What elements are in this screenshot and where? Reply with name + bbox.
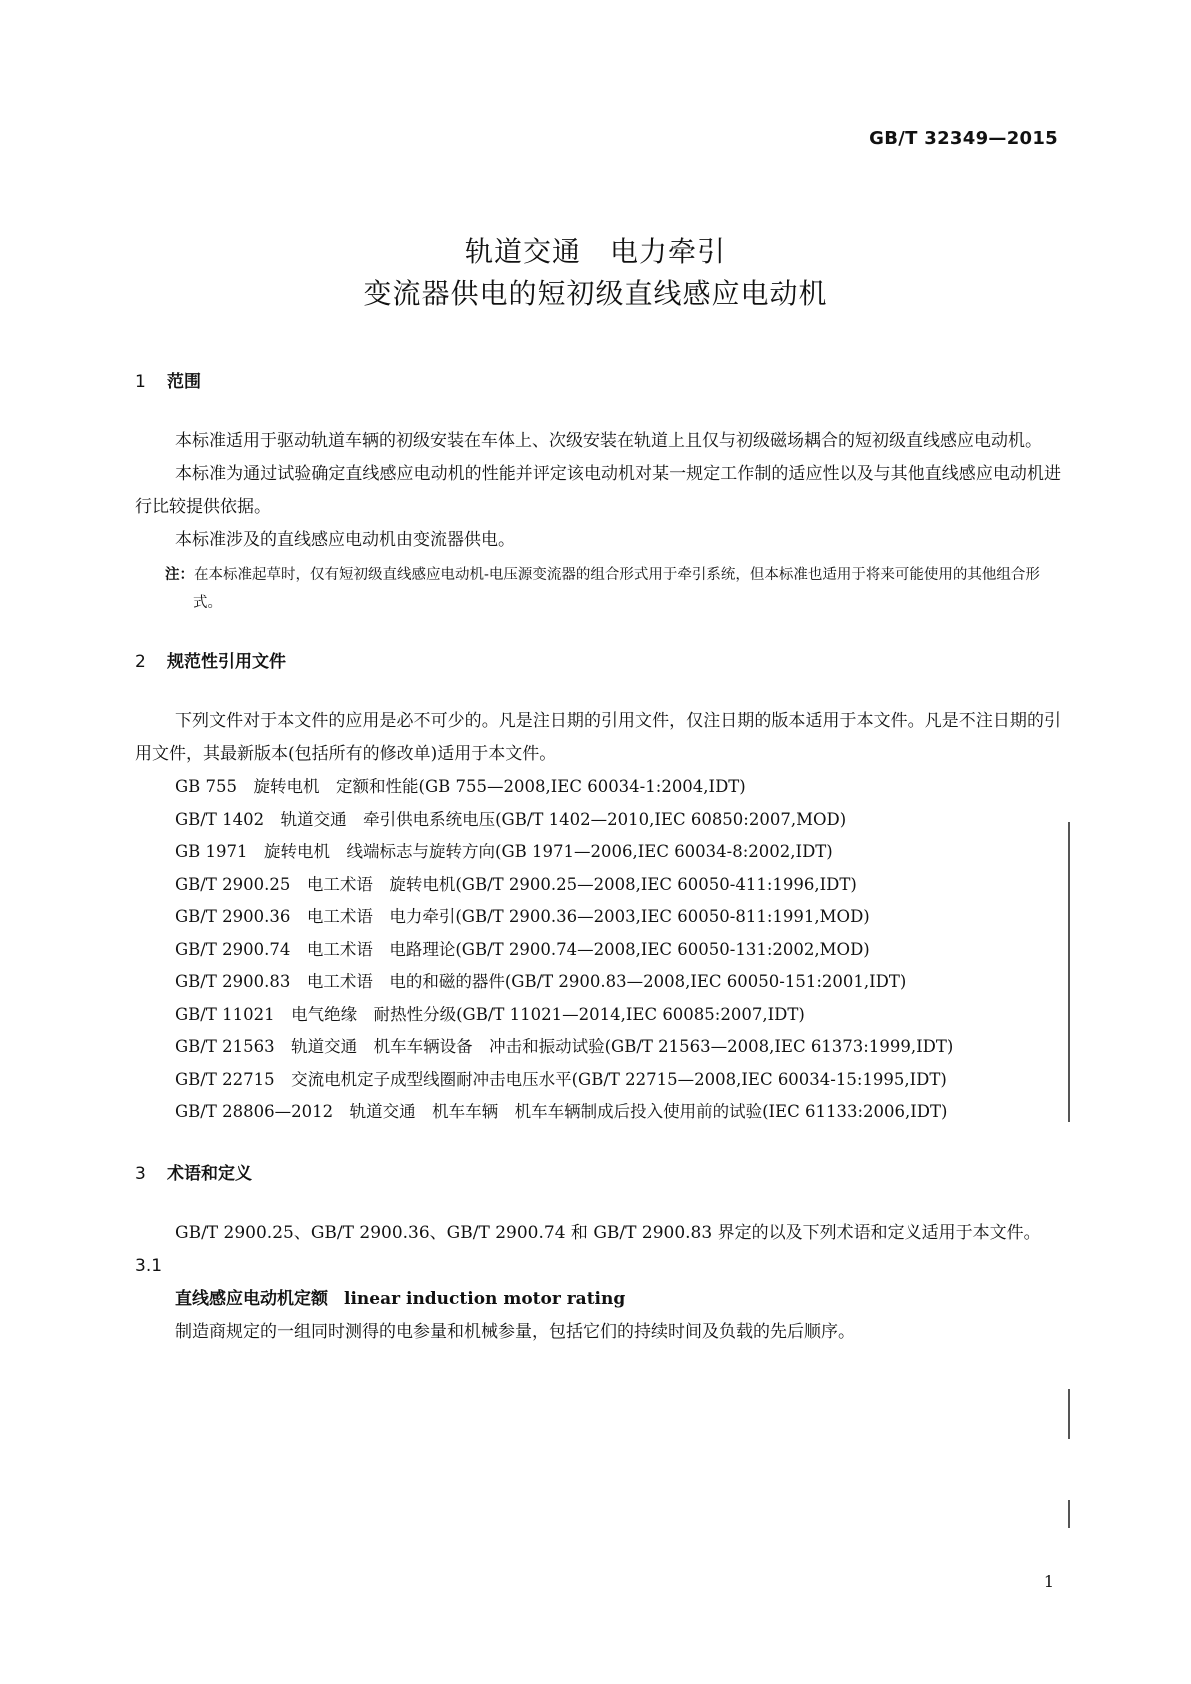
scope-note: [165, 561, 1061, 617]
reference-item: GB/T 2900.36 电工术语 电力牵引(GB/T 2900.36—2003,IEC 60050-811:1991,MOD): [175, 907, 870, 926]
reference-item: GB/T 1402 轨道交通 牵引供电系统电压(GB/T 1402—2010,IEC 60850:2007,MOD): [175, 809, 847, 829]
scope-paragraph-2: 本标准为通过试验确定直线感应电动机的性能并评定该电动机对某一规定工作制的适应性以及与其他直线感应电动机进行比较提供依据。: [135, 464, 1061, 517]
document-body: [135, 367, 1061, 1349]
reference-item: GB/T 21563 轨道交通 机车车辆设备 冲击和振动试验(GB/T 21563—2008,IEC 61373:1999,IDT): [175, 1037, 954, 1056]
reference-item: GB/T 2900.74 电工术语 电路理论(GB/T 2900.74—2008,IEC 60050-131:2002,MOD): [175, 939, 870, 959]
section-heading-terms: [135, 1159, 1061, 1189]
reference-item: GB/T 2900.25 电工术语 旋转电机(GB/T 2900.25—2008,IEC 60050-411:1996,IDT): [175, 874, 857, 894]
terms-intro: GB/T 2900.25、GB/T 2900.36、GB/T 2900.74 和 GB/T 2900.83 界定的以及下列术语和定义适用于本文件。: [175, 1222, 1041, 1243]
standard-number: GB/T 32349—2015: [869, 128, 1058, 149]
section-title: 术语和定义: [167, 1163, 252, 1184]
reference-item: GB 1971 旋转电机 线端标志与旋转方向(GB 1971—2006,IEC 60034-8:2002,IDT): [175, 842, 833, 861]
term-english: linear induction motor rating: [344, 1288, 626, 1309]
document-title-line-1: 轨道交通 电力牵引: [464, 235, 726, 268]
note-text: 在本标准起草时，仅有短初级直线感应电动机-电压源变流器的组合形式用于牵引系统，但本标准也适用于将来可能使用的其他组合形式。: [193, 567, 1040, 611]
reference-item: GB/T 2900.83 电工术语 电的和磁的器件(GB/T 2900.83—2008,IEC 60050-151:2001,IDT): [175, 972, 907, 991]
section-heading-scope: [135, 367, 1061, 397]
reference-item: GB 755 旋转电机 定额和性能(GB 755—2008,IEC 60034-1:2004,IDT): [175, 777, 746, 796]
note-label: 注：: [165, 567, 194, 583]
section-number: 1: [135, 372, 146, 392]
scope-paragraph-3: 本标准涉及的直线感应电动机由变流器供电。: [175, 530, 515, 550]
scope-paragraph-1: 本标准适用于驱动轨道车辆的初级安装在车体上、次级安装在轨道上且仅与初级磁场耦合的短初级直线感应电动机。: [175, 431, 1042, 451]
page-number: 1: [1043, 1572, 1054, 1591]
margin-change-bar: [1068, 822, 1070, 1122]
references-intro: 下列文件对于本文件的应用是必不可少的。凡是注日期的引用文件，仅注日期的版本适用于本文件。凡是不注日期的引用文件，其最新版本(包括所有的修改单)适用于本文件。: [135, 711, 1061, 764]
section-number: 3: [135, 1163, 146, 1184]
term-chinese: 直线感应电动机定额: [175, 1288, 328, 1309]
document-title-line-2: 变流器供电的短初级直线感应电动机: [363, 277, 828, 310]
section-title: 范围: [167, 372, 201, 392]
section-number: 2: [135, 652, 146, 672]
section-title: 规范性引用文件: [167, 652, 286, 672]
reference-item: GB/T 22715 交流电机定子成型线圈耐冲击电压水平(GB/T 22715—2008,IEC 60034-15:1995,IDT): [175, 1069, 947, 1089]
margin-change-bar: [1068, 1389, 1070, 1439]
section-heading-references: [135, 647, 1061, 677]
margin-change-bar: [1068, 1500, 1070, 1528]
reference-item: GB/T 11021 电气绝缘 耐热性分级(GB/T 11021—2014,IEC 60085:2007,IDT): [175, 1004, 805, 1024]
reference-item: GB/T 28806—2012 轨道交通 机车车辆 机车车辆制成后投入使用前的试验(IEC 61133:2006,IDT): [175, 1102, 948, 1121]
term-title: [135, 1282, 1061, 1316]
term-number: 3.1: [135, 1255, 163, 1276]
term-definition: 制造商规定的一组同时测得的电参量和机械参量，包括它们的持续时间及负载的先后顺序。: [175, 1321, 855, 1342]
